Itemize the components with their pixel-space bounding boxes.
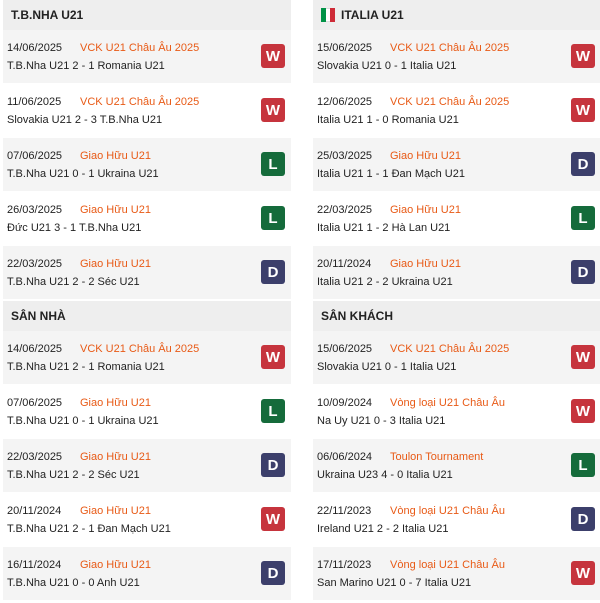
match-date: 20/11/2024 [7, 505, 62, 517]
match-score: Italia U21 1 - 2 Hà Lan U21 [317, 222, 451, 234]
match-score: Italia U21 1 - 0 Romania U21 [317, 114, 459, 126]
match-date: 22/03/2025 [317, 204, 373, 216]
match-score: T.B.Nha U21 2 - 1 Romania U21 [7, 361, 165, 373]
result-badge: W [571, 345, 595, 369]
match-score: Slovakia U21 0 - 1 Italia U21 [317, 361, 457, 373]
column-right [313, 0, 600, 601]
section-header-home [3, 301, 291, 331]
competition-link[interactable]: Giao Hữu U21 [80, 258, 151, 270]
competition-link[interactable]: Giao Hữu U21 [390, 204, 461, 216]
competition-link[interactable]: Giao Hữu U21 [80, 204, 151, 216]
competition-link[interactable]: VCK U21 Châu Âu 2025 [390, 42, 510, 54]
competition-link[interactable]: Giao Hữu U21 [80, 505, 151, 517]
match-row[interactable] [313, 331, 600, 385]
match-date: 16/11/2024 [7, 559, 62, 571]
flag-stripe [330, 8, 335, 22]
result-badge: W [261, 345, 285, 369]
match-list-away [313, 331, 600, 601]
match-row[interactable] [313, 138, 600, 192]
match-score: T.B.Nha U21 2 - 1 Đan Mạch U21 [7, 523, 171, 535]
match-score: Ireland U21 2 - 2 Italia U21 [317, 523, 449, 535]
result-badge: W [571, 44, 595, 68]
match-row[interactable] [3, 30, 291, 84]
match-row[interactable] [3, 493, 291, 547]
result-badge: D [571, 260, 595, 284]
match-row[interactable] [313, 246, 600, 300]
competition-link[interactable]: VCK U21 Châu Âu 2025 [80, 42, 200, 54]
match-score: Đức U21 3 - 1 T.B.Nha U21 [7, 222, 142, 234]
competition-link[interactable]: VCK U21 Châu Âu 2025 [390, 96, 510, 108]
result-badge: W [261, 44, 285, 68]
match-date: 14/06/2025 [7, 42, 63, 54]
match-date: 12/06/2025 [317, 96, 373, 108]
competition-link[interactable]: Vòng loại U21 Châu Âu [390, 397, 505, 409]
match-score: Slovakia U21 2 - 3 T.B.Nha U21 [7, 114, 163, 126]
match-score: T.B.Nha U21 2 - 2 Séc U21 [7, 469, 140, 481]
match-score: T.B.Nha U21 0 - 0 Anh U21 [7, 577, 140, 589]
section-header-tbn [3, 0, 291, 30]
match-row[interactable] [3, 331, 291, 385]
match-row[interactable] [3, 138, 291, 192]
match-score: T.B.Nha U21 0 - 1 Ukraina U21 [7, 168, 159, 180]
match-score: Italia U21 1 - 1 Đan Mạch U21 [317, 168, 465, 180]
match-date: 07/06/2025 [7, 397, 63, 409]
competition-link[interactable]: Toulon Tournament [390, 451, 484, 463]
match-date: 17/11/2023 [317, 559, 372, 571]
competition-link[interactable]: Vòng loại U21 Châu Âu [390, 559, 505, 571]
match-date: 15/06/2025 [317, 42, 373, 54]
competition-link[interactable]: Giao Hữu U21 [80, 451, 151, 463]
match-date: 20/11/2024 [317, 258, 372, 270]
match-date: 22/03/2025 [7, 258, 63, 270]
competition-link[interactable]: Giao Hữu U21 [390, 150, 461, 162]
match-date: 10/09/2024 [317, 397, 373, 409]
competition-link[interactable]: VCK U21 Châu Âu 2025 [390, 343, 510, 355]
match-score: T.B.Nha U21 2 - 1 Romania U21 [7, 60, 165, 72]
match-date: 06/06/2024 [317, 451, 373, 463]
match-score: Italia U21 2 - 2 Ukraina U21 [317, 276, 453, 288]
match-score: San Marino U21 0 - 7 Italia U21 [317, 577, 472, 589]
competition-link[interactable]: Giao Hữu U21 [390, 258, 461, 270]
match-row[interactable] [3, 246, 291, 300]
match-row[interactable] [3, 84, 291, 138]
section-header-away [313, 301, 600, 331]
column-left [3, 0, 291, 601]
match-row[interactable] [313, 84, 600, 138]
result-badge: L [261, 206, 285, 230]
match-date: 15/06/2025 [317, 343, 373, 355]
result-badge: D [571, 507, 595, 531]
match-row[interactable] [313, 439, 600, 493]
result-badge: W [571, 561, 595, 585]
result-badge: L [261, 152, 285, 176]
result-badge: W [571, 399, 595, 423]
match-row[interactable] [313, 30, 600, 84]
match-row[interactable] [3, 439, 291, 493]
match-row[interactable] [313, 385, 600, 439]
competition-link[interactable]: Giao Hữu U21 [80, 559, 151, 571]
match-list-ita [313, 30, 600, 300]
competition-link[interactable]: Giao Hữu U21 [80, 397, 151, 409]
section-title: SÂN NHÀ [11, 309, 66, 323]
result-badge: D [261, 453, 285, 477]
match-date: 07/06/2025 [7, 150, 63, 162]
match-date: 26/03/2025 [7, 204, 63, 216]
result-badge: W [261, 507, 285, 531]
match-row[interactable] [3, 192, 291, 246]
result-badge: W [261, 98, 285, 122]
result-badge: W [571, 98, 595, 122]
match-list-home [3, 331, 291, 601]
match-score: Na Uy U21 0 - 3 Italia U21 [317, 415, 446, 427]
match-score: Slovakia U21 0 - 1 Italia U21 [317, 60, 457, 72]
competition-link[interactable]: VCK U21 Châu Âu 2025 [80, 343, 200, 355]
result-badge: D [261, 561, 285, 585]
result-badge: L [571, 206, 595, 230]
competition-link[interactable]: VCK U21 Châu Âu 2025 [80, 96, 200, 108]
result-badge: L [261, 399, 285, 423]
match-date: 25/03/2025 [317, 150, 373, 162]
match-score: T.B.Nha U21 2 - 2 Séc U21 [7, 276, 140, 288]
result-badge: D [571, 152, 595, 176]
result-badge: L [571, 453, 595, 477]
italy-flag-icon [321, 8, 335, 22]
match-date: 22/03/2025 [7, 451, 63, 463]
match-score: Ukraina U23 4 - 0 Italia U21 [317, 469, 453, 481]
result-badge: D [261, 260, 285, 284]
match-row[interactable] [313, 493, 600, 547]
section-title: SÂN KHÁCH [321, 309, 393, 323]
match-list-tbn [3, 30, 291, 300]
match-row[interactable] [3, 547, 291, 601]
match-date: 11/06/2025 [7, 96, 62, 108]
section-header-ita [313, 0, 600, 30]
match-score: T.B.Nha U21 0 - 1 Ukraina U21 [7, 415, 159, 427]
match-date: 22/11/2023 [317, 505, 372, 517]
competition-link[interactable]: Giao Hữu U21 [80, 150, 151, 162]
section-title: T.B.NHA U21 [11, 8, 84, 22]
section-title: ITALIA U21 [341, 8, 404, 22]
match-row[interactable] [313, 192, 600, 246]
match-row[interactable] [313, 547, 600, 601]
match-row[interactable] [3, 385, 291, 439]
competition-link[interactable]: Vòng loại U21 Châu Âu [390, 505, 505, 517]
match-date: 14/06/2025 [7, 343, 63, 355]
